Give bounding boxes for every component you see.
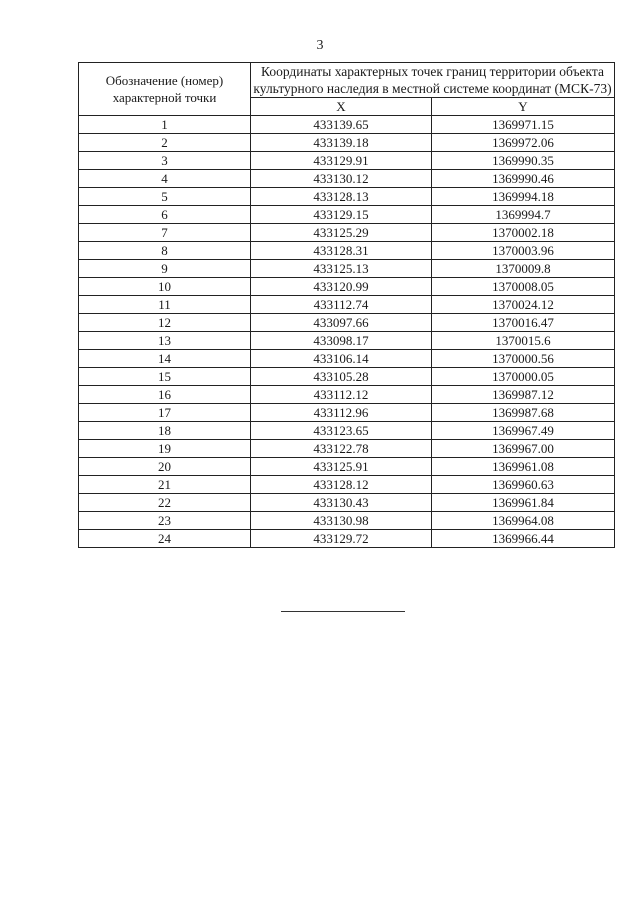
point-number-cell: 9 xyxy=(79,260,251,278)
table-row xyxy=(79,530,615,548)
x-coordinate-cell: 433139.65 xyxy=(251,116,432,134)
x-coordinate-cell: 433123.65 xyxy=(251,422,432,440)
y-coordinate-cell: 1370008.05 xyxy=(432,278,615,296)
y-coordinate-cell: 1369994.18 xyxy=(432,188,615,206)
point-number-cell: 21 xyxy=(79,476,251,494)
x-coordinate-cell: 433112.96 xyxy=(251,404,432,422)
y-coordinate-cell: 1370003.96 xyxy=(432,242,615,260)
point-number-cell: 18 xyxy=(79,422,251,440)
point-number-cell: 1 xyxy=(79,116,251,134)
point-number-cell: 11 xyxy=(79,296,251,314)
y-coordinate-cell: 1369990.35 xyxy=(432,152,615,170)
closing-line-divider xyxy=(281,611,405,612)
x-coordinate-cell: 433129.91 xyxy=(251,152,432,170)
y-coordinate-cell: 1369967.00 xyxy=(432,440,615,458)
point-designation-header: Обозначение (номер) характерной точки xyxy=(79,63,251,116)
table-row xyxy=(79,224,615,242)
point-number-cell: 24 xyxy=(79,530,251,548)
table-row xyxy=(79,134,615,152)
y-coordinate-cell: 1370000.05 xyxy=(432,368,615,386)
x-coordinate-cell: 433128.12 xyxy=(251,476,432,494)
table-row xyxy=(79,152,615,170)
table-row xyxy=(79,332,615,350)
table-row xyxy=(79,368,615,386)
point-number-cell: 5 xyxy=(79,188,251,206)
point-number-cell: 12 xyxy=(79,314,251,332)
table-row xyxy=(79,296,615,314)
y-coordinate-cell: 1369987.12 xyxy=(432,386,615,404)
table-row xyxy=(79,206,615,224)
point-number-cell: 7 xyxy=(79,224,251,242)
x-coordinate-cell: 433125.91 xyxy=(251,458,432,476)
x-coordinate-cell: 433106.14 xyxy=(251,350,432,368)
x-coordinate-cell: 433129.15 xyxy=(251,206,432,224)
point-number-cell: 4 xyxy=(79,170,251,188)
y-coordinate-cell: 1369972.06 xyxy=(432,134,615,152)
coordinates-header: Координаты характерных точек границ территории объекта культурного наследия в местной системе координат (МСК-73) xyxy=(251,63,615,98)
y-column-header: Y xyxy=(432,98,615,116)
point-number-cell: 22 xyxy=(79,494,251,512)
point-number-cell: 15 xyxy=(79,368,251,386)
point-number-cell: 6 xyxy=(79,206,251,224)
table-row xyxy=(79,188,615,206)
coordinates-table xyxy=(78,62,615,548)
y-coordinate-cell: 1370016.47 xyxy=(432,314,615,332)
y-coordinate-cell: 1369987.68 xyxy=(432,404,615,422)
y-coordinate-cell: 1370024.12 xyxy=(432,296,615,314)
y-coordinate-cell: 1369966.44 xyxy=(432,530,615,548)
table-row xyxy=(79,440,615,458)
y-coordinate-cell: 1370009.8 xyxy=(432,260,615,278)
y-coordinate-cell: 1369964.08 xyxy=(432,512,615,530)
table-row xyxy=(79,314,615,332)
point-number-cell: 16 xyxy=(79,386,251,404)
x-coordinate-cell: 433122.78 xyxy=(251,440,432,458)
point-number-cell: 14 xyxy=(79,350,251,368)
table-row xyxy=(79,242,615,260)
x-coordinate-cell: 433098.17 xyxy=(251,332,432,350)
y-coordinate-cell: 1370000.56 xyxy=(432,350,615,368)
point-number-cell: 13 xyxy=(79,332,251,350)
x-coordinate-cell: 433130.98 xyxy=(251,512,432,530)
table-row xyxy=(79,170,615,188)
x-coordinate-cell: 433112.74 xyxy=(251,296,432,314)
x-coordinate-cell: 433105.28 xyxy=(251,368,432,386)
x-coordinate-cell: 433125.29 xyxy=(251,224,432,242)
x-coordinate-cell: 433128.31 xyxy=(251,242,432,260)
x-column-header: X xyxy=(251,98,432,116)
table-row xyxy=(79,476,615,494)
page-number: 3 xyxy=(316,38,324,53)
table-row xyxy=(79,422,615,440)
y-coordinate-cell: 1369960.63 xyxy=(432,476,615,494)
table-row xyxy=(79,386,615,404)
x-coordinate-cell: 433128.13 xyxy=(251,188,432,206)
x-coordinate-cell: 433130.43 xyxy=(251,494,432,512)
table-row xyxy=(79,260,615,278)
y-coordinate-cell: 1369961.08 xyxy=(432,458,615,476)
y-coordinate-cell: 1369994.7 xyxy=(432,206,615,224)
table-row xyxy=(79,278,615,296)
table-row xyxy=(79,512,615,530)
point-number-cell: 19 xyxy=(79,440,251,458)
table-row xyxy=(79,350,615,368)
point-number-cell: 3 xyxy=(79,152,251,170)
point-number-cell: 10 xyxy=(79,278,251,296)
x-coordinate-cell: 433125.13 xyxy=(251,260,432,278)
y-coordinate-cell: 1369971.15 xyxy=(432,116,615,134)
table-row xyxy=(79,494,615,512)
y-coordinate-cell: 1369967.49 xyxy=(432,422,615,440)
table-row xyxy=(79,404,615,422)
y-coordinate-cell: 1370002.18 xyxy=(432,224,615,242)
point-number-cell: 8 xyxy=(79,242,251,260)
point-number-cell: 2 xyxy=(79,134,251,152)
point-number-cell: 17 xyxy=(79,404,251,422)
table-row xyxy=(79,116,615,134)
x-coordinate-cell: 433112.12 xyxy=(251,386,432,404)
y-coordinate-cell: 1369961.84 xyxy=(432,494,615,512)
x-coordinate-cell: 433129.72 xyxy=(251,530,432,548)
y-coordinate-cell: 1369990.46 xyxy=(432,170,615,188)
x-coordinate-cell: 433139.18 xyxy=(251,134,432,152)
x-coordinate-cell: 433120.99 xyxy=(251,278,432,296)
point-number-cell: 20 xyxy=(79,458,251,476)
point-number-cell: 23 xyxy=(79,512,251,530)
x-coordinate-cell: 433130.12 xyxy=(251,170,432,188)
table-row xyxy=(79,458,615,476)
x-coordinate-cell: 433097.66 xyxy=(251,314,432,332)
y-coordinate-cell: 1370015.6 xyxy=(432,332,615,350)
coordinates-table-body xyxy=(79,116,615,548)
